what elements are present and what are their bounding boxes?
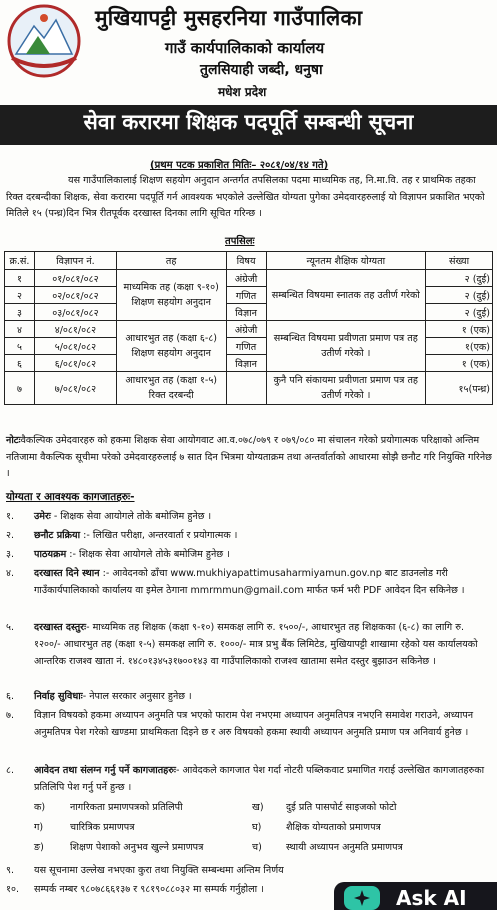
item-number: ६. — [6, 691, 15, 702]
cell-count: २ (दुई) — [426, 304, 493, 321]
cell-subject: गणित — [226, 338, 266, 355]
cell-ad: ०२/०८१/०८२ — [34, 287, 116, 304]
table-row — [5, 270, 493, 287]
cell-sn: ७ — [5, 372, 35, 405]
item-label: निर्वाह सुविधाः — [34, 691, 83, 702]
item-label: छनौट प्रक्रिया — [34, 530, 81, 541]
doc-letter: ख) — [252, 802, 264, 813]
cell-subject: विज्ञान — [226, 355, 266, 372]
list-item — [6, 862, 492, 879]
list-item — [6, 688, 492, 705]
list-item — [6, 546, 492, 563]
col-header: विषय — [226, 252, 266, 270]
cell-count: १ (एक) — [426, 321, 493, 338]
list-item — [6, 508, 492, 525]
item-number: ५. — [6, 622, 15, 633]
table-header-row — [5, 252, 493, 270]
cell-ad: ४/०८१/०८२ — [34, 321, 116, 338]
cell-ad: ५/०८१/०८२ — [34, 338, 116, 355]
cell-sn: ३ — [5, 304, 35, 321]
note-paragraph — [6, 433, 492, 483]
vacancy-table — [4, 251, 493, 405]
nepal-emblem-logo — [4, 4, 84, 78]
cell-level: आधारभुत तह (कक्षा १-५) रिक्त दरबन्दी — [116, 372, 226, 405]
doc-letter: ग) — [34, 822, 44, 833]
cell-qualification: सम्बन्धित विषयमा प्रवीणता प्रमाण पत्र तह उतीर्ण गरेको । — [266, 321, 426, 372]
cell-count: १(एक) — [426, 338, 493, 355]
cell-sn: ५ — [5, 338, 35, 355]
item-number: ३. — [6, 549, 15, 560]
cell-ad: ७/०८१/०८२ — [34, 372, 116, 405]
col-header: संख्या — [426, 252, 493, 270]
cell-sn: १ — [5, 270, 35, 287]
doc-text: शिक्षण पेशाको अनुभव खुल्ने प्रमाणपत्र — [70, 842, 204, 853]
note-label: नोटः — [6, 435, 21, 446]
cell-subject: अंग्रेजी — [226, 321, 266, 338]
doc-item — [34, 800, 183, 813]
doc-letter: क) — [34, 802, 46, 813]
cell-count: १ (एक) — [426, 355, 493, 372]
cell-ad: ०३/०८१/०८२ — [34, 304, 116, 321]
intro-paragraph: यस गाउँपालिकालाई शिक्षण सहयोग अनुदान अन्तर्गत तपसिलका पदमा माध्यमिक तह, नि.मा.वि. तह र प्राथमिक तहका रिक्त दरबन्दीका शिक्षक, सेवा करारमा पदपूर्ति गर्न आवश्यक भएकोले उल्लेखित योग्यता पुगेका उमेदवारहरुलाई यो विज्ञापन प्रकाशित भएको मितिले १५ (पन्ध्र)दिन भित्र रीतपूर्वक दरखास्त दिनका लागि सूचित गरिन्छ । — [6, 175, 485, 220]
item-label: उमेरः — [34, 511, 51, 522]
list-item — [6, 565, 492, 599]
cell-subject: विज्ञान — [226, 304, 266, 321]
cell-subject — [226, 372, 266, 405]
office-address: तुलसियाही जब्दी, धनुषा — [200, 62, 323, 78]
item-text: - आवेदकले कागजात पेश गर्दा नोटरी पब्लिकवाट प्रमाणित गराई उल्लेखित कागजातहरुका प्रतिलिपि पेश गर्नु पर्ने हुन्छ । — [34, 765, 485, 793]
doc-text: स्थायी अध्यापन अनुमति प्रमाणपत्र — [286, 842, 403, 853]
office-name: गाउँ कार्यपालिकाको कार्यालय — [165, 39, 325, 57]
cell-count: २ (दुई) — [426, 287, 493, 304]
province-name: मधेश प्रदेश — [218, 85, 267, 99]
doc-letter: च) — [252, 842, 262, 853]
col-header: तह — [116, 252, 226, 270]
cell-qualification: सम्बन्धित विषयमा स्नातक तह उतीर्ण गरेको — [266, 270, 426, 321]
note-text: वैकल्पिक उमेदवारहरु को हकमा शिक्षक सेवा आयोगवाट आ.व.०७८/०७९ र ०७९/०८० मा संचालन गरेको प्रयोगात्मक परिक्षाको अन्तिम नतिजामा वैकल्पिक सूचीमा परेको उमेदवारहरुलाई ७ सात दिन भित्रमा योग्यताक्रम तथा अन्तर्वार्ताको आधारमा सोझै छनौट गरि नियुक्ति गरिनेछ । — [6, 435, 492, 480]
item-text: :- आवेदनको ढाँचा www.mukhiyapattimusaharmiyamun.gov.np बाट डाउनलोड गरी गाउँकार्यपालिकाको कार्यालय वा इमेल ठेगाना mmrmmun@gmail.com मार्फत फर्म भरी PDF आवेदन दिन सकिनेछ । — [34, 568, 465, 596]
item-number: १. — [6, 511, 15, 522]
table-caption: तपसिलः — [225, 236, 255, 247]
col-header: न्यूनतम शैक्षिक योग्यता — [266, 252, 426, 270]
doc-text: दुई प्रति पासपोर्ट साइजको फोटो — [286, 802, 397, 813]
doc-letter: ङ) — [34, 842, 44, 853]
item-text: :- शिक्षक सेवा आयोगले तोके बमोजिम हुनेछ । — [66, 549, 230, 560]
list-item — [6, 762, 492, 796]
doc-text: नागरिकता प्रमाणपत्रको प्रतिलिपी — [70, 802, 183, 813]
item-number: ९. — [6, 865, 15, 876]
cell-sn: ६ — [5, 355, 35, 372]
doc-item — [252, 800, 396, 813]
doc-text: शैक्षिक योग्यताको प्रमाणपत्र — [286, 822, 381, 833]
section-heading: योग्यता र आवश्यक कागजातहरुः- — [6, 491, 135, 503]
cell-count: १५(पन्ध्र) — [426, 372, 493, 405]
item-text: यस सूचनामा उल्लेख नभएका कुरा तथा नियुक्ति सम्बन्धमा अन्तिम निर्णय — [34, 865, 284, 876]
org-name: मुखियापट्टी मुसहरनिया गाउँपालिका — [95, 6, 363, 30]
doc-letter: घ) — [252, 822, 262, 833]
publication-date: (प्रथम पटक प्रकाशित मितिः– २०८१/०४/१४ गते) — [150, 160, 329, 171]
item-text: सम्पर्क नम्बर ९८०७८६६१३७ र ९८१९०८८०३२ मा सम्पर्क गर्नुहोला । — [34, 884, 264, 895]
item-text: - शिक्षक सेवा आयोगले तोके बमोजिम हुनेछ । — [50, 511, 212, 522]
doc-text: चारित्रिक प्रमाणपत्र — [70, 822, 135, 833]
item-text: :- लिखित परीक्षा, अन्तरवार्ता र प्रयोगात्मक । — [80, 530, 238, 541]
col-header: विज्ञापन नं. — [34, 252, 116, 270]
cell-count: २ (दुई) — [426, 270, 493, 287]
table-row — [5, 372, 493, 405]
cell-level: माध्यमिक तह (कक्षा ९-१०) शिक्षण सहयोग अनुदान — [116, 270, 226, 321]
notice-title: सेवा करारमा शिक्षक पदपूर्ति सम्बन्धी सूचना — [83, 110, 414, 134]
item-number: ८. — [6, 765, 15, 776]
item-text: विज्ञान विषयको हकमा अध्यापन अनुमति पत्र भएको फाराम पेश नभएमा अध्यापन अनुमतिपत्र नभएनि समावेश गराउने, अध्यापन अनुमतिपत्र पेश गरेको खण्डमा प्राथमिकता दिइने छ र अरु विषयको हकमा स्थायी अध्यापन अनुमति प्रमाण पत्र अनिवार्य हुनेछ । — [34, 710, 474, 738]
cell-level: आधारभुत तह (कक्षा ६-८) शिक्षण सहयोग अनुदान — [116, 321, 226, 372]
list-item — [6, 619, 492, 670]
doc-item — [252, 840, 403, 853]
item-number: १०. — [6, 884, 20, 895]
item-label: दरखास्त दस्तुरः — [34, 622, 87, 633]
sparkle-icon — [342, 884, 382, 910]
item-label: दरखास्त दिने स्थान — [34, 568, 100, 579]
item-text: - नेपाल सरकार अनुसार हुनेछ । — [82, 691, 192, 702]
doc-item — [34, 820, 135, 833]
doc-item — [34, 840, 203, 853]
cell-ad: ०१/०८१/०८२ — [34, 270, 116, 287]
item-label: पाठयक्रम — [34, 549, 67, 560]
cell-sn: २ — [5, 287, 35, 304]
col-header: क्र.सं. — [5, 252, 35, 270]
cell-subject: गणित — [226, 287, 266, 304]
cell-subject: अंग्रेजी — [226, 270, 266, 287]
cell-sn: ४ — [5, 321, 35, 338]
item-label: आवेदन तथा संलग्न गर्नु पर्ने कागजातहरुः — [34, 765, 176, 776]
table-row — [5, 321, 493, 338]
item-number: ४. — [6, 568, 15, 579]
cell-ad: ६/०८१/०८२ — [34, 355, 116, 372]
item-text: - माध्यमिक तह शिक्षक (कक्षा ९-१०) समकक्ष लागि रु. १५००/-, आधारभुत तह शिक्षकका (६-८) का लागि रु. १२००/- आधारभुत तह (कक्षा १-५) समकक्ष लागि रु. १०००/- मात्र प्रभु बैंक लिमिटेड, मुखियापट्टी शाखामा रहेको यस कार्यालयको आन्तरिक राजश्व खाता नं. १४८०१३४५३१७००१४३ वा गाउँपालिकाको राजश्व खातामा समेत दस्तुर बुझाउन सकिनेछ । — [34, 622, 478, 667]
list-item — [6, 527, 492, 544]
ask-ai-label[interactable]: Ask AI — [396, 886, 467, 910]
doc-item — [252, 820, 381, 833]
cell-qualification: कुनै पनि संकायमा प्रवीणता प्रमाण पत्र तह उतीर्ण गरेको । — [266, 372, 426, 405]
item-number: २. — [6, 530, 15, 541]
item-number: ७. — [6, 710, 15, 721]
list-item — [6, 707, 492, 741]
